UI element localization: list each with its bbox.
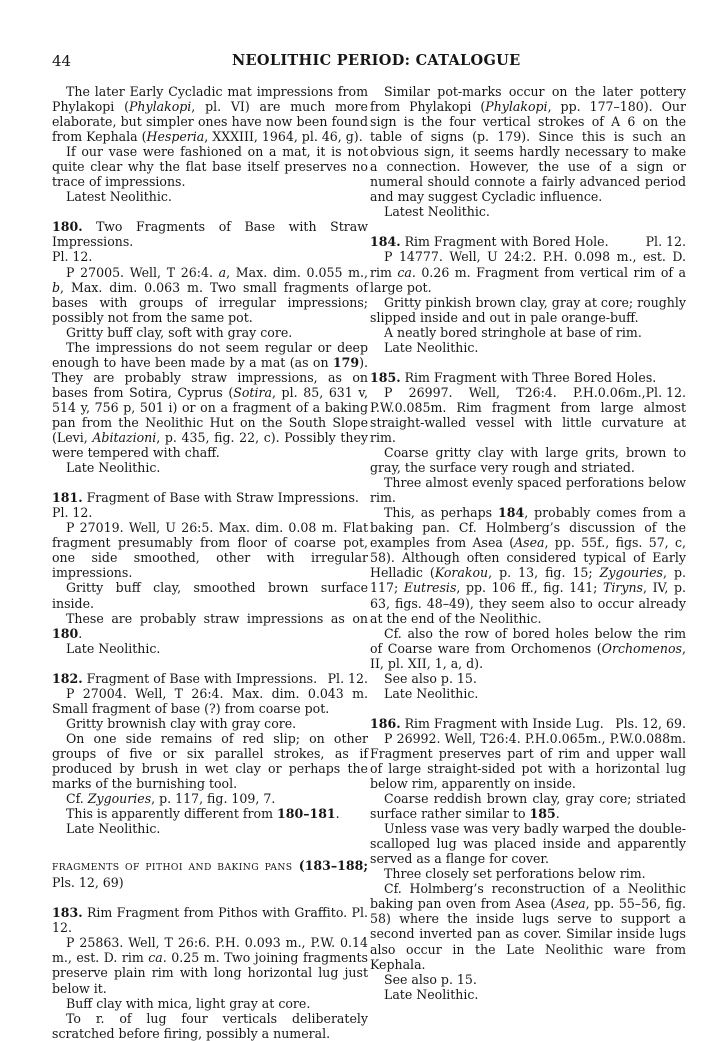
entry-perforations: Three almost evenly spaced perforations below rim.: [370, 475, 686, 506]
entry-fabric: Gritty pinkish brown clay, gray at core; roughly slipped inside and out in pale orange-buff.: [370, 294, 686, 325]
intro-paragraph-2: If our vase were fashioned on a mat, it is not quite clear why the flat base itself preserves no trace of impressions.: [52, 144, 368, 190]
entry-discussion: These are probably straw impressions as on 180.: [52, 610, 368, 641]
entry-title: 185. Rim Fragment with Three Bored Holes. Pl. 12.: [370, 369, 686, 400]
entry-description: P 26992. Well, T26:4. P.H.0.065m., P.W.0.088m. Fragment preserves part of rim and upper wall of large straight-sided pot with a horizontal lug below rim, apparently on inside.: [370, 730, 686, 792]
plate-reference: Pl. 12.: [645, 384, 686, 400]
catalogue-entry-180: [52, 219, 368, 475]
entry-number: 182.: [52, 670, 83, 686]
catalogue-entry-183: [52, 905, 368, 1040]
entry-discussion: Unless vase was very badly warped the double-scalloped lug was placed inside and apparently served as a flange for cover.: [370, 821, 686, 867]
entry-title: 180. Two Fragments of Base with Straw Impressions.: [52, 219, 368, 250]
entry-fabric: Buff clay with mica, light gray at core.: [66, 995, 311, 1011]
intro-paragraph-1: The later Early Cycladic mat impressions from Phylakopi (Phylakopi, pl. VI) are much more elaborate, but simpler ones have now been found from Kephala (Hesperia, XXXIII, 1964, pl. 46, g).: [52, 84, 368, 145]
catalogue-entry-184: [370, 234, 686, 354]
continued-paragraph: Similar pot-marks occur on the later pottery from Phylakopi (Phylakopi, pp. 177–180). Our sign is the four vertical strokes of A 6 on the table of signs (p. 179). Since this is such an obvious sign, it seems hardly necessary to make a connection. However, the use of a sign or numeral should connote a fairly advanced period and may suggest Cycladic influence.: [370, 84, 686, 205]
entry-number: 184.: [370, 234, 401, 250]
entry-fabric: Coarse reddish brown clay, gray core; striated surface rather similar to 185.: [370, 791, 686, 822]
page-number: 44: [52, 52, 72, 70]
entry-date: Late Neolithic.: [66, 460, 161, 476]
entry-fabric: Coarse gritty clay with large grits, brown to gray, the surface very rough and striated.: [370, 445, 686, 476]
plate-reference: Pl. 12.: [645, 234, 686, 250]
entry-date: Late Neolithic.: [384, 986, 479, 1002]
entry-perforations: Three closely set perforations below rim.: [384, 866, 646, 882]
entry-see-also: See also p. 15.: [384, 670, 477, 686]
entry-description: P 27019. Well, U 26:5. Max. dim. 0.08 m. Flat fragment presumably from floor of coarse pot, one side smoothed, other with irregular impressions.: [52, 520, 368, 581]
plate-reference: Pls. 12, 69.: [615, 715, 686, 731]
entry-comparison: Cf. Zygouries, p. 117, fig. 109, 7.: [66, 791, 276, 807]
entry-number: 181.: [52, 490, 83, 506]
entry-fabric: Gritty buff clay, smoothed brown surface inside.: [52, 580, 368, 611]
entry-description: P 26997. Well, T26:4. P.H.0.06m., P.W.0.085m. Rim fragment from large almost straight-walled vessel with little curvature at rim.: [370, 384, 686, 445]
plate-reference: Pl. 12.: [52, 249, 93, 265]
entry-number: 180.: [52, 219, 83, 235]
entry-see-also: See also p. 15.: [384, 971, 477, 987]
plate-reference: Pl. 12.: [52, 905, 368, 936]
entry-number: 186.: [370, 715, 401, 731]
entry-date: Late Neolithic.: [66, 821, 161, 837]
entry-description: P 27004. Well, T 26:4. Max. dim. 0.043 m. Small fragment of base (?) from coarse pot.: [52, 685, 368, 716]
entry-date: Late Neolithic.: [384, 685, 479, 701]
entry-title: 184. Rim Fragment with Bored Hole. Pl. 12.: [370, 234, 686, 250]
entry-note: This is apparently different from 180–181.: [66, 806, 340, 822]
entry-title: 181. Fragment of Base with Straw Impressions.: [52, 490, 359, 506]
entry-description: P 27005. Well, T 26:4. a, Max. dim. 0.055 m., b, Max. dim. 0.063 m. Two small fragments of bases with groups of irregular impressions; possibly not from the same pot.: [52, 264, 368, 325]
entry-discussion: To r. of lug four verticals deliberately scratched before firing, possibly a numeral.: [52, 1010, 368, 1041]
entry-discussion: On one side remains of red slip; on other groups of five or six parallel strokes, as if produced by brush in wet clay or perhaps the marks of the burnishing tool.: [52, 730, 368, 792]
entry-discussion: The impressions do not seem regular or deep enough to have been made by a mat (as on 179). They are probably straw impressions, as on bases from Sotira, Cyprus (Sotira, pl. 85, 631 v, 514 y, 756 p, 501 i) or on a fragment of a baking pan from the Neolithic Hut on the South Slope (Levi, Abitazioni, p. 435, fig. 22, c). Possibly they were tempered with chaff.: [52, 339, 369, 461]
catalogue-entry-182: [52, 671, 368, 837]
entry-comparison: Cf. Holmberg’s reconstruction of a Neolithic baking pan oven from Asea (Asea, pp. 55–56, fig. 58) where the inside lugs serve to support a second inverted pan as cover. Similar inside lugs also occur in the Late Neolithic ware from Kephala.: [370, 881, 686, 972]
entry-number: 185.: [370, 369, 401, 385]
entry-title: 186. Rim Fragment with Inside Lug. Pls. 12, 69.: [370, 715, 686, 731]
intro-block: [52, 84, 368, 204]
section-heading: FRAGMENTS OF PITHOI AND BAKING PANS (183–188; Pls. 12, 69): [52, 858, 368, 891]
right-column: [370, 84, 686, 1002]
plate-reference: Pl. 12.: [327, 670, 368, 686]
entry-date: Late Neolithic.: [66, 640, 161, 656]
entry-discussion: This, as perhaps 184, probably comes from a baking pan. Cf. Holmberg’s discussion of the examples from Asea (Asea, pp. 55f., figs. 57, c, 58). Although often considered typical of Early Helladic (Korakou, p. 13, fig. 15; Zygouries, p. 117; Eutresis, pp. 106 ff., fig. 141; Tiryns, IV, p. 63, figs. 48–49), they seem also to occur already at the end of the Neolithic.: [370, 505, 686, 626]
entry-description: P 14777. Well, U 24:2. P.H. 0.098 m., est. D. rim ca. 0.26 m. Fragment from vertical rim of a large pot.: [370, 249, 686, 295]
left-column: [52, 84, 368, 1041]
entry-comparison: Cf. also the row of bored holes below the rim of Coarse ware from Orchomenos (Orchomenos, II, pl. XII, 1, a, d).: [370, 625, 686, 671]
page-header: [52, 52, 681, 74]
entry-discussion: A neatly bored stringhole at base of rim.: [384, 324, 642, 340]
entry-fabric: Gritty brownish clay with gray core.: [66, 715, 297, 731]
running-head: NEOLITHIC PERIOD: CATALOGUE: [232, 52, 521, 69]
continued-block: [370, 84, 686, 219]
catalogue-entry-181: [52, 490, 368, 656]
entry-date: Late Neolithic.: [384, 339, 479, 355]
entry-title: 182. Fragment of Base with Impressions. Pl. 12.: [52, 670, 368, 686]
entry-number: 183.: [52, 905, 83, 921]
plate-reference: Pl. 12.: [52, 505, 93, 521]
intro-date: Latest Neolithic.: [66, 189, 172, 205]
entry-title: 183. Rim Fragment from Pithos with Graffito. Pl. 12.: [52, 905, 368, 936]
entry-description: P 25863. Well, T 26:6. P.H. 0.093 m., P.W. 0.14 m., est. D. rim ca. 0.25 m. Two joining fragments preserve plain rim with long horizontal lug just below it.: [52, 935, 368, 996]
catalogue-entry-185: [370, 370, 686, 701]
entry-fabric: Gritty buff clay, soft with gray core.: [66, 324, 293, 340]
catalogue-entry-186: [370, 716, 686, 1002]
continued-date: Latest Neolithic.: [384, 204, 490, 220]
